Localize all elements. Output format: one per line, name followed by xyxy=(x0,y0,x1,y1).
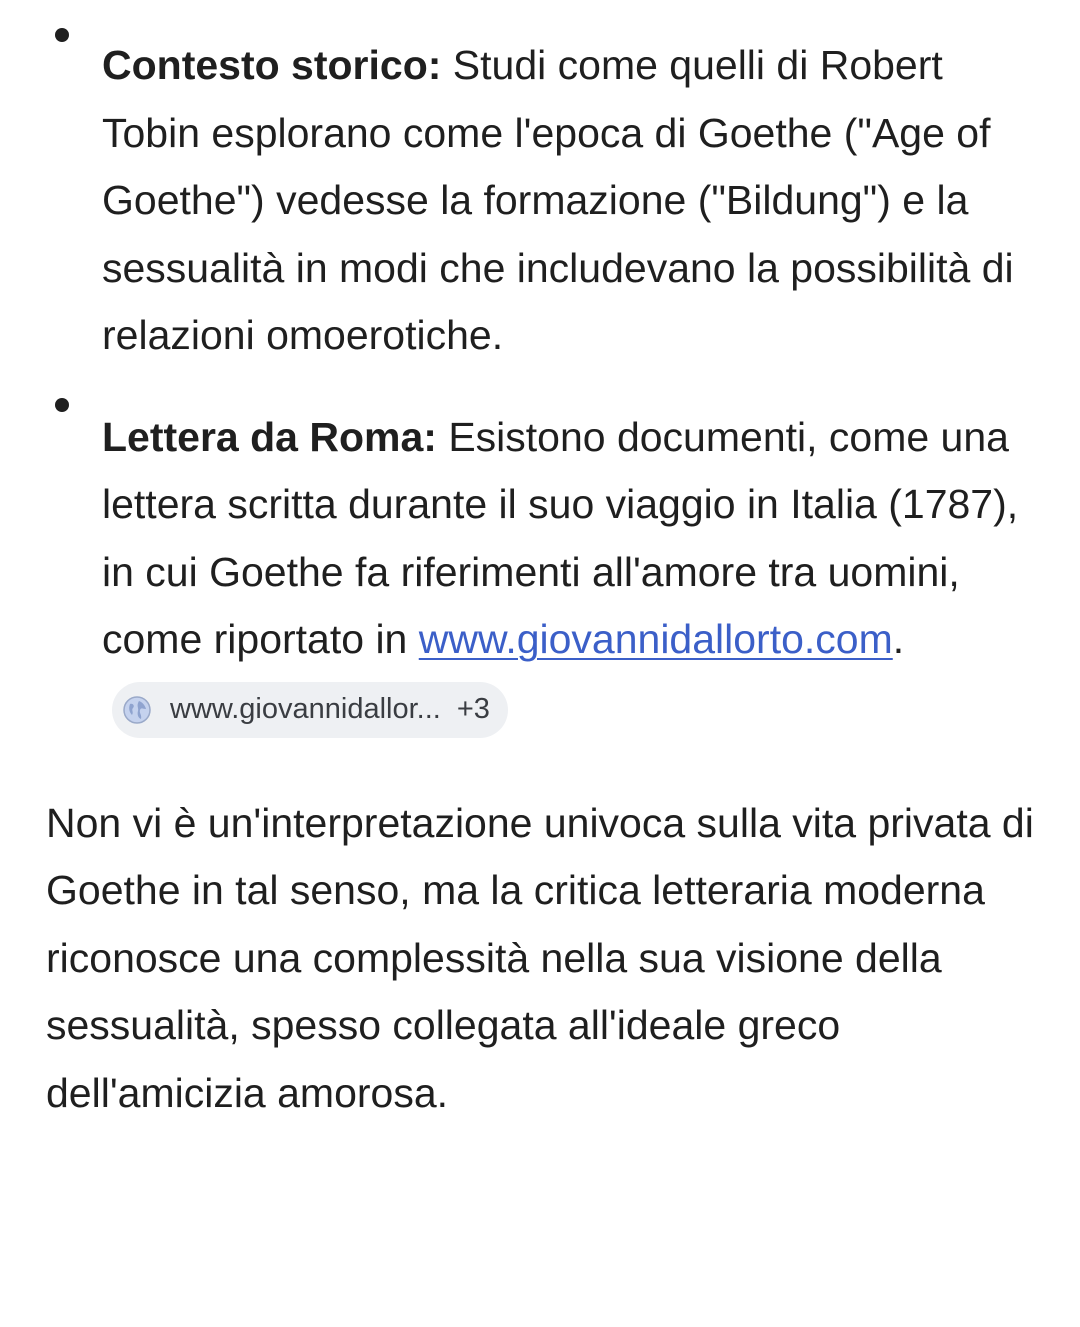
conclusion-paragraph: Non vi è un'interpretazione univoca sulla vita privata di Goethe in tal senso, ma la critica letteraria moderna riconosce una complessità nella sua visione della sessualità, spesso collegata all'ideale greco dell'amicizia amorosa. xyxy=(46,799,1034,1116)
list-item xyxy=(0,0,1080,370)
bullet-text: Studi come quelli di Robert Tobin esplorano come l'epoca di Goethe ("Age of Goethe") vedesse la formazione ("Bildung") e la sessualità in modi che includevano la possibilità di relazioni omoerotiche. xyxy=(102,42,1014,358)
bullet-text: Esistono documenti, come una lettera scritta durante il suo viaggio in Italia (1787), in cui Goethe fa riferimenti all'amore tra uomini, come riportato in xyxy=(102,413,1019,662)
globe-icon xyxy=(122,695,152,725)
bullet-suffix: . xyxy=(892,616,905,662)
list-item xyxy=(0,370,1080,674)
source-chip-label: www.giovannidallor... xyxy=(170,693,441,725)
source-chip[interactable] xyxy=(112,682,508,738)
bullet-dot xyxy=(55,398,69,412)
source-chip-count: +3 xyxy=(456,693,490,725)
bullet-dot xyxy=(55,28,69,42)
bullet-label: Lettera da Roma: xyxy=(102,413,437,460)
bullet-label: Contesto storico: xyxy=(102,42,442,88)
source-link[interactable]: www.giovannidallorto.com xyxy=(418,616,893,662)
